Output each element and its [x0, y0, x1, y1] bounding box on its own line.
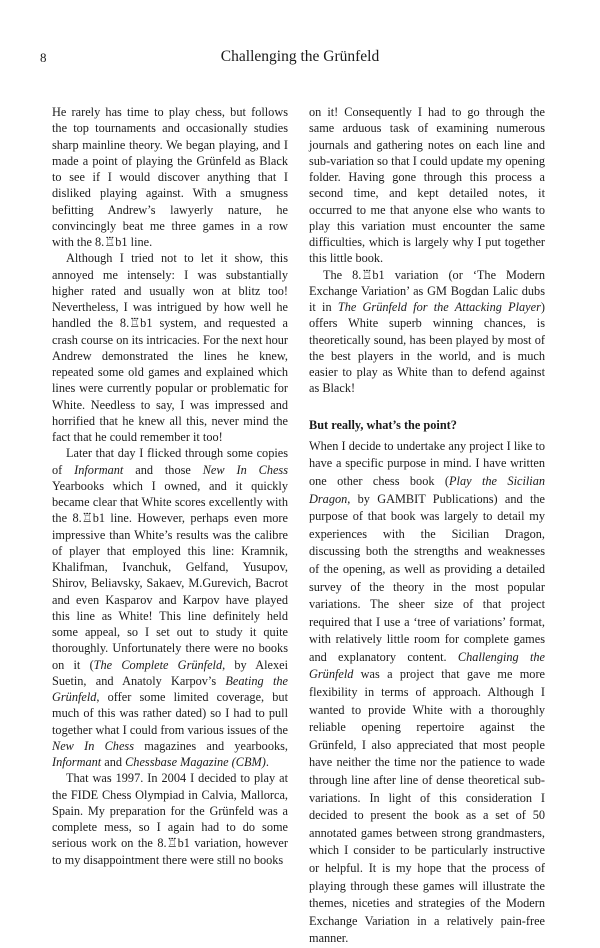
text-run: ) offers White superb winning chances, is theoretically sound, has been played by most of the best players in the world, and is much easier to play as White than to defend against as Black! [309, 300, 545, 396]
text-run: . [265, 755, 269, 769]
page-number: 8 [40, 50, 47, 65]
left-paragraph-4: That was 1997. In 2004 I decided to play at the FIDE Chess Olympiad in Calvia, Mallorca, Spain. My preparation for the Grünfeld was a complete mess, so I again had to do some serious work on the 8.♖b1 variation, however to my disappointment there were still no books [52, 771, 288, 867]
text-run: The 8.♖b1 variation (or ‘The Modern Exchange Variation’ as GM Bogdan Lalic dubs it in [309, 267, 545, 314]
italic-title: Informant [74, 462, 124, 477]
italic-title: Play the Sicilian Dragon [309, 473, 545, 506]
left-paragraph-2: Although I tried not to let it show, this annoyed me intensely: I was substantially higher rated and usually won at blitz too! Nevertheless, I was intrigued by how well he handled the 8.♖b1 system, and requested a crash course on its intricacies. For the next hour Andrew demonstrated the lines he knew, repeated some old games and explained which lines were currently popular or problematic for White. Needless to say, I was impressed and horrified that he knew all this, never mind the fact that he could remember it too! [52, 251, 288, 444]
text-run: When I decide to undertake any project I like to have a specific purpose in mind. I have written one other chess book ( [309, 438, 545, 488]
left-paragraph-3 [52, 445, 288, 770]
italic-title: Chessbase Magazine (CBM) [125, 755, 266, 769]
text-run: , by GAMBIT Publications) and the purpose of that book was largely to detail my experiences with the Sicilian Dragon, discussing both the strengths and weaknesses of the opening, as well as providing a detailed survey of the theory in the most popular variations. The sheer size of that project required that I use a ‘tree of variations’ format, with relatively little room for complete games and explanatory content. [309, 491, 545, 664]
italic-title: Informant [52, 755, 102, 769]
text-run: Yearbooks which I owned, and it quickly became clear that White scores excellently with the 8.♖b1 line. However, perhaps even more impressive than White’s results was the calibre of player that employed this line: Kramnik, Khalifman, Ivanchuk, Gelfand, Yusupov, Shirov, Beliavsky, Sakaev, M.Gurevich, Bacrot and even Kasparov and Karpov have played this line as White! This line definitely held some appeal, so I set out to study it quite thoroughly. Unfortunately there were no books on it ( [52, 478, 288, 672]
text-run: Later that day I flicked through some copies of [52, 446, 288, 477]
italic-title: New In Chess [202, 462, 288, 477]
text-run: , by Alexei Suetin, and Anatoly Karpov’s [52, 657, 289, 688]
text-run: and [101, 755, 126, 769]
italic-title: Challenging the Grünfeld [309, 649, 545, 682]
left-column [52, 104, 288, 868]
italic-title: Beating the Grünfeld [52, 673, 288, 704]
text-run: was a project that gave me more flexibility in terms of approach. Although I wanted to provide White with a thoroughly reliable opening repertoire against the Grünfeld, I also appreciated that most people have neither the time nor the patience to wade through line after line of dense theoretical sub-variations. In light of this consideration I decided to present the book as a set of 50 annotated games between strong grandmasters, which I consider to be particularly instructive or helpful. It is my hope that the process of playing through these games will illustrate the themes, niceties and strategies of the Modern Exchange Variation in a relatively pain-free manner. [309, 667, 545, 946]
right-paragraph-2 [309, 267, 545, 397]
section-heading: But really, what’s the point? [309, 417, 457, 432]
text-run: , offer some limited coverage, but much of this was rather dated) so I had to pull together what I could from various issues of the [52, 690, 288, 737]
running-title: Challenging the Grünfeld [220, 48, 380, 65]
right-paragraph-1: on it! Consequently I had to go through the same arduous task of examining numerous journals and gathering notes on each line and sub-variation so that I could update my opening folder. Having gone through this process a second time, and kept detailed notes, it occurred to me that anyone else who wants to play this variation must encounter the same difficulties, which is largely why I put together this little book. [309, 105, 545, 266]
right-column [309, 104, 545, 948]
right-paragraph-3 [309, 438, 545, 948]
text-run: magazines and yearbooks, [133, 738, 288, 753]
italic-title: The Grünfeld for the Attacking Player [337, 300, 541, 314]
italic-title: New In Chess [52, 738, 134, 753]
left-paragraph-1: He rarely has time to play chess, but follows the top tournaments and occasionally studies sharp mainline theory. We began playing, and I made a point of playing the Grünfeld as Black to see if I would discover anything that I disliked playing against. With a smugness befitting Andrew’s lawyerly nature, he convincingly beat me three games in a row with the 8.♖b1 line. [52, 105, 288, 249]
italic-title: The Complete Grünfeld [93, 657, 223, 672]
text-run: and those [123, 462, 203, 477]
